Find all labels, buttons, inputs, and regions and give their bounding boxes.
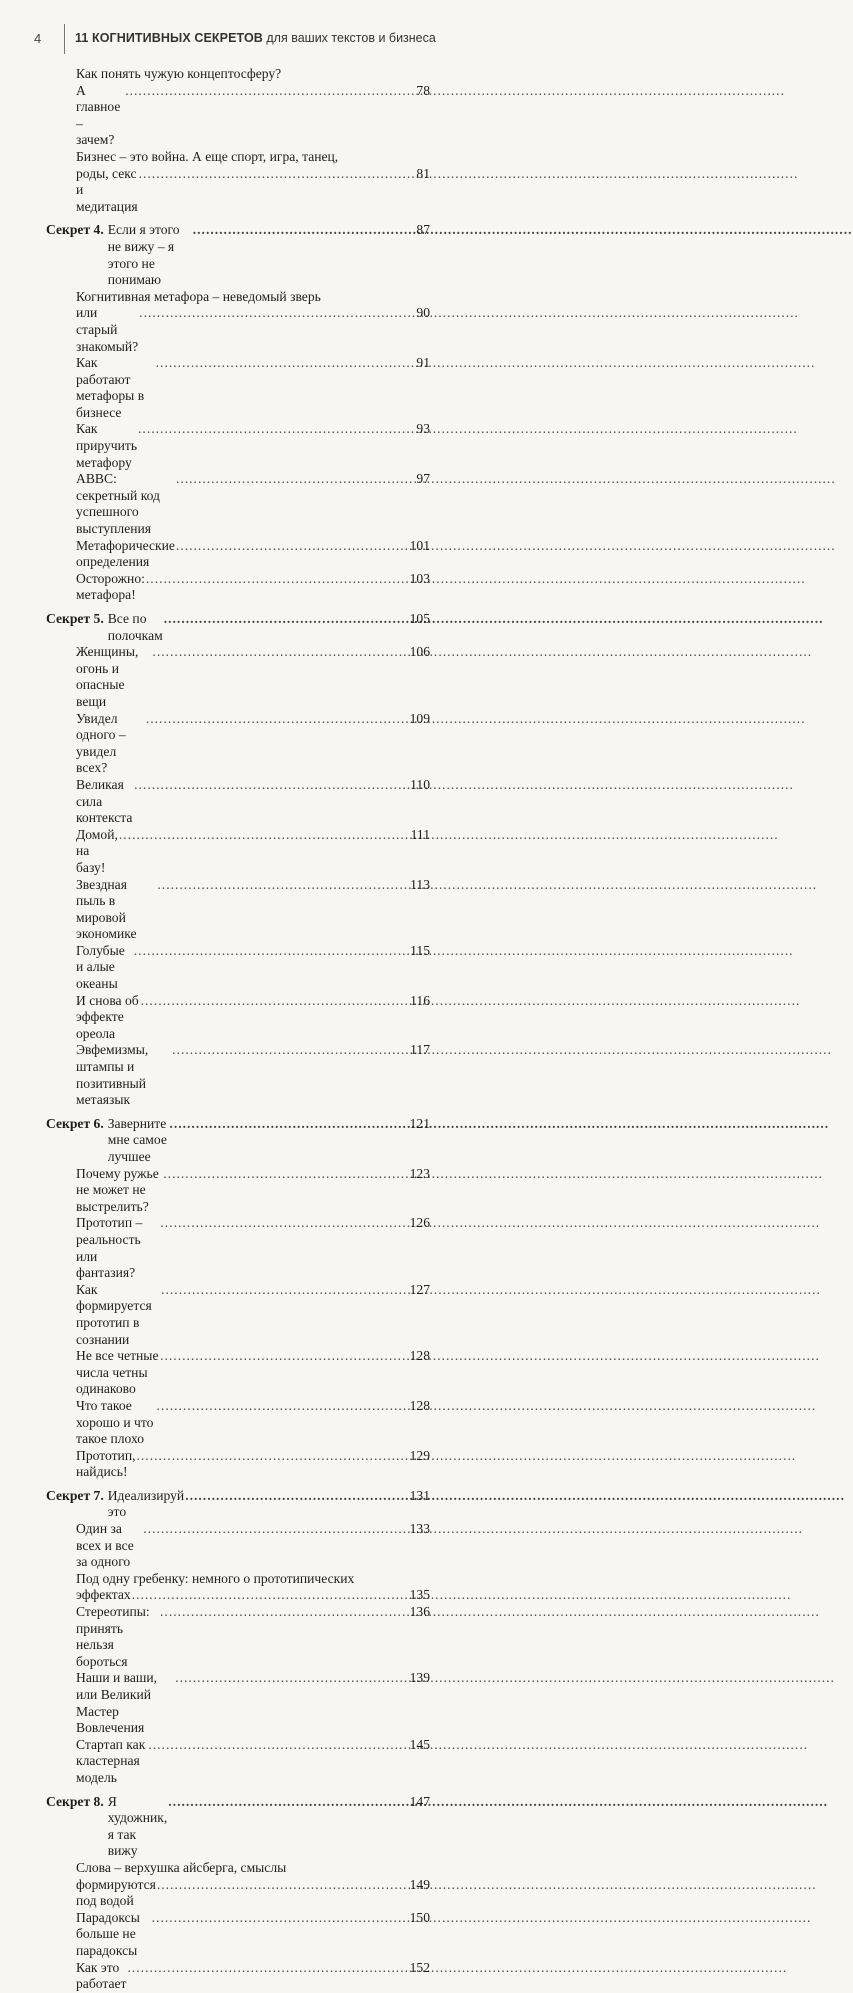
toc-page-number: 149: [409, 1876, 430, 1892]
toc-entry[interactable]: Домой, на базу! ..... 111: [76, 827, 430, 877]
toc-entry[interactable]: Прототип – реальность или фантазия? ..... 126: [76, 1215, 430, 1281]
toc-entry[interactable]: ABBC: секретный код успешного выступления ..... 97: [76, 471, 430, 537]
toc-entry[interactable]: А главное – зачем? ..... 78: [76, 83, 430, 149]
toc-entry[interactable]: эффектах ..... 135: [76, 1587, 430, 1604]
dot-leader: [141, 993, 410, 1010]
secret-title: Я художник, я так вижу: [107, 1793, 168, 1859]
toc-page-number: 91: [416, 355, 430, 371]
toc-page-number: 97: [416, 471, 430, 487]
toc-entry[interactable]: И снова об эффекте ореола ..... 116: [76, 993, 430, 1043]
dot-leader: [143, 1521, 408, 1538]
dot-leader: [164, 611, 409, 628]
dot-leader: [176, 538, 409, 555]
toc-page-number: 127: [409, 1281, 430, 1297]
dot-leader: [132, 1587, 409, 1604]
toc-page-number: 135: [409, 1587, 430, 1603]
dot-leader: [119, 827, 410, 844]
dot-leader: [127, 1960, 408, 1977]
toc-page-number: 115: [410, 942, 430, 958]
toc-entry[interactable]: Как понять чужую концептосферу?: [76, 66, 282, 81]
toc-page-number: 93: [416, 421, 430, 437]
toc-page-number: 106: [409, 644, 430, 660]
toc-page-number: 123: [409, 1165, 430, 1181]
running-header: [0, 22, 470, 52]
dot-leader: [157, 877, 409, 894]
toc-page-number: 133: [409, 1521, 430, 1537]
header-title-rest: для ваших текстов и бизнеса: [266, 31, 436, 45]
toc-entry[interactable]: Великая сила контекста ..... 110: [76, 777, 430, 827]
toc-entry[interactable]: Женщины, огонь и опасные вещи ..... 106: [76, 644, 430, 710]
dot-leader: [152, 644, 408, 661]
toc-page-number: 147: [409, 1793, 430, 1809]
toc-entry[interactable]: Что такое хорошо и что такое плохо ..... 128: [76, 1398, 430, 1448]
toc-entry[interactable]: Голубые и алые океаны ..... 115: [76, 943, 430, 993]
secret-label: Секрет 4.: [46, 222, 104, 238]
toc-page-number: 150: [409, 1909, 430, 1925]
toc-entry[interactable]: Когнитивная метафора – неведомый зверь: [76, 288, 321, 304]
toc-entry[interactable]: Как приручить метафору ..... 93: [76, 421, 430, 471]
dot-leader: [137, 1448, 409, 1465]
toc-entry[interactable]: Стереотипы: принять нельзя бороться ..... 136: [76, 1604, 430, 1670]
toc-entry[interactable]: Прототип, найдись! ..... 129: [76, 1448, 430, 1481]
toc-secret-5[interactable]: [46, 611, 430, 644]
toc-entry[interactable]: Эвфемизмы, штампы и позитивный метаязык ..... 117: [76, 1042, 430, 1108]
toc-page-number: 105: [409, 611, 430, 626]
secret-label: Секрет 7.: [46, 1487, 104, 1503]
dot-leader: [168, 1794, 408, 1811]
table-of-contents: [46, 66, 430, 1993]
secret-label: Секрет 8.: [46, 1793, 104, 1809]
toc-page-number: 136: [409, 1604, 430, 1620]
secret-label: Секрет 5.: [46, 611, 104, 626]
dot-leader: [157, 1398, 409, 1415]
toc-page-number: 87: [416, 222, 430, 238]
toc-page-number: 101: [409, 537, 430, 553]
dot-leader: [160, 1215, 408, 1232]
toc-page-number: 81: [416, 165, 430, 181]
toc-page-number: 111: [410, 826, 430, 842]
toc-entry[interactable]: Увидел одного – увидел всех? ..... 109: [76, 711, 430, 777]
toc-page-number: 145: [409, 1736, 430, 1752]
toc-page-number: 109: [409, 710, 430, 726]
dot-leader: [172, 1042, 409, 1059]
header-title-caps: 11 КОГНИТИВНЫХ СЕКРЕТОВ: [75, 31, 263, 45]
dot-leader: [138, 421, 415, 438]
toc-page-number: 139: [409, 1670, 430, 1686]
toc-page-number: 103: [409, 570, 430, 586]
toc-page-number: 128: [409, 1348, 430, 1364]
dot-leader: [175, 1670, 408, 1687]
toc-entry[interactable]: Как формируется прототип в сознании ..... 127: [76, 1282, 430, 1348]
toc-page-number: 121: [409, 1115, 430, 1131]
dot-leader: [161, 1282, 409, 1299]
dot-leader: [193, 222, 416, 239]
toc-page-number: 78: [416, 82, 430, 98]
toc-entry[interactable]: Наши и ваши, или Великий Мастер Вовлечения ..... 139: [76, 1670, 430, 1736]
toc-entry[interactable]: Парадоксы больше не парадоксы ..... 150: [76, 1910, 430, 1960]
dot-leader: [139, 166, 416, 183]
toc-entry[interactable]: роды, секс и медитация ..... 81: [76, 166, 430, 216]
dot-leader: [163, 1166, 408, 1183]
dot-leader: [148, 1737, 408, 1754]
dot-leader: [156, 355, 416, 372]
toc-entry[interactable]: Как работают метафоры в бизнесе ..... 91: [76, 355, 430, 421]
toc-entry[interactable]: Осторожно: метафора! ..... 103: [76, 571, 430, 604]
toc-page-number: 126: [409, 1215, 430, 1231]
toc-entry[interactable]: формируются под водой ..... 149: [76, 1877, 430, 1910]
toc-entry[interactable]: или старый знакомый? ..... 90: [76, 305, 430, 355]
secret-title: Идеализируй это: [107, 1487, 185, 1520]
toc-entry[interactable]: Как это работает ..... 152: [76, 1960, 430, 1993]
dot-leader: [185, 1488, 408, 1505]
secret-title: Если я этого не вижу – я этого не понимаю: [107, 222, 180, 288]
dot-leader: [134, 943, 409, 960]
toc-secret-7[interactable]: [46, 1488, 430, 1521]
dot-leader: [160, 1604, 409, 1621]
toc-entry[interactable]: Звездная пыль в мировой экономике ..... 113: [76, 877, 430, 943]
toc-page-number: 90: [416, 305, 430, 321]
toc-page-number: 128: [409, 1397, 430, 1413]
header-divider: [64, 24, 65, 54]
dot-leader: [157, 1877, 409, 1894]
dot-leader: [169, 1116, 408, 1133]
toc-page-number: 110: [410, 776, 430, 792]
secret-title: Все по полочкам: [107, 611, 163, 643]
secret-label: Секрет 6.: [46, 1115, 104, 1131]
toc-page-number: 117: [410, 1042, 430, 1058]
toc-entry[interactable]: Почему ружье не может не выстрелить? ..... 123: [76, 1166, 430, 1216]
page-number: 4: [34, 31, 42, 46]
dot-leader: [146, 711, 409, 728]
header-title: [75, 31, 436, 45]
toc-secret-8[interactable]: [46, 1794, 430, 1860]
toc-page-number: 131: [409, 1487, 430, 1503]
dot-leader: [152, 1910, 409, 1927]
dot-leader: [176, 471, 415, 488]
toc-entry[interactable]: Слова – верхушка айсберга, смыслы: [76, 1859, 287, 1875]
toc-entry[interactable]: Под одну гребенку: немного о прототипических: [76, 1570, 355, 1586]
toc-secret-4[interactable]: [46, 222, 430, 288]
dot-leader: [139, 305, 415, 322]
toc-page-number: 113: [410, 876, 430, 892]
dot-leader: [134, 777, 409, 794]
toc-secret-6[interactable]: [46, 1116, 430, 1166]
toc-entry[interactable]: Один за всех и все за одного ..... 133: [76, 1521, 430, 1571]
toc-entry[interactable]: Метафорические определения ..... 101: [76, 538, 430, 571]
secret-title: Заверните мне самое лучшее: [107, 1115, 167, 1164]
toc-entry[interactable]: Бизнес – это война. А еще спорт, игра, танец,: [76, 148, 339, 164]
dot-leader: [125, 83, 415, 100]
toc-page-number: 129: [409, 1447, 430, 1463]
toc-page-number: 152: [409, 1959, 430, 1975]
toc-page-number: 116: [410, 992, 430, 1008]
dot-leader: [160, 1348, 409, 1365]
toc-entry[interactable]: Стартап как кластерная модель ..... 145: [76, 1737, 430, 1787]
toc-entry[interactable]: Не все четные числа четны одинаково ..... 128: [76, 1348, 430, 1398]
dot-leader: [146, 571, 409, 588]
